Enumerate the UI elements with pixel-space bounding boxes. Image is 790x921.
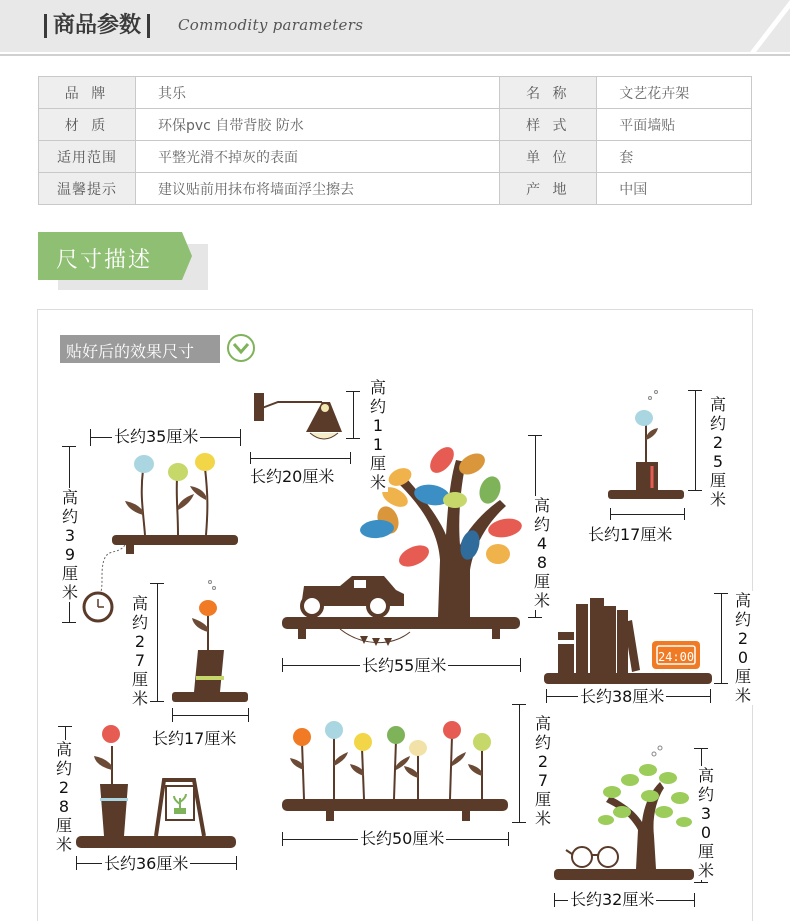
param-label: 单 位: [500, 141, 597, 173]
param-label: 产 地: [500, 173, 597, 205]
param-label: 材 质: [39, 109, 136, 141]
dim-line: [157, 583, 158, 701]
param-label: 适用范围: [39, 141, 136, 173]
section-subtitle-script: Commodity parameters: [178, 16, 364, 34]
dim-line: [695, 390, 696, 490]
dim-line: [721, 593, 722, 683]
dim-length-label: 长约35厘米: [114, 427, 199, 446]
param-value: 平面墙贴: [597, 109, 752, 141]
param-label: 品 牌: [39, 77, 136, 109]
dim-height-label: 高约30厘米: [697, 766, 714, 880]
dim-height-label: 高约48厘米: [533, 496, 550, 610]
dim-line: [684, 508, 685, 520]
dim-line: [240, 429, 241, 446]
dim-length-label: 长约36厘米: [104, 854, 189, 873]
dim-line: [250, 458, 350, 459]
dim-line: [688, 490, 702, 491]
param-value: 环保pvc 自带背胶 防水: [136, 109, 500, 141]
dim-line: [508, 832, 509, 846]
dim-line: [350, 452, 351, 464]
dim-height-label: 高约20厘米: [734, 591, 751, 705]
flower-shelf-illustration: [84, 453, 238, 621]
dim-line: [528, 617, 542, 618]
param-label: 名 称: [500, 77, 597, 109]
flower-row-shelf-illustration: [282, 721, 508, 821]
wall-lamp-illustration: [254, 393, 342, 439]
dim-line: [236, 856, 237, 870]
param-value: 文艺花卉架: [597, 77, 752, 109]
dim-line: [610, 514, 684, 515]
clock-display: 24:00: [657, 650, 695, 664]
dim-line: [714, 683, 728, 684]
vase-shelf-small-illustration: [608, 391, 684, 500]
dim-line: [694, 882, 708, 883]
dim-line: [172, 715, 248, 716]
dim-length-label: 长约32厘米: [570, 890, 655, 909]
dim-line: [710, 689, 711, 703]
section-title-params: 商品参数: [38, 12, 156, 40]
param-value: 中国: [597, 173, 752, 205]
effect-size-tag-label: 贴好后的效果尺寸: [66, 342, 195, 361]
books-clock-illustration: [544, 598, 712, 684]
dim-height-label: 高约27厘米: [131, 594, 148, 708]
param-value: 平整光滑不掉灰的表面: [136, 141, 500, 173]
dim-height-label: 高约25厘米: [709, 395, 726, 509]
dim-line: [250, 452, 251, 464]
dim-length-label: 长约20厘米: [250, 467, 335, 486]
param-label: 样 式: [500, 109, 597, 141]
dim-length-label: 长约50厘米: [360, 829, 445, 848]
dim-length-label: 长约17厘米: [588, 525, 673, 544]
vase-shelf-illustration: [172, 581, 248, 703]
dim-height-label: 高约28厘米: [55, 740, 72, 854]
dim-height-label: 高约11厘米: [369, 378, 386, 492]
dim-line: [520, 658, 521, 672]
dim-line: [248, 708, 249, 722]
dim-line: [519, 704, 520, 822]
dim-line: [346, 438, 360, 439]
dim-line: [512, 822, 526, 823]
small-tree-glasses-illustration: [554, 746, 694, 880]
dim-line: [694, 893, 695, 907]
section-title-size: 尺寸描述: [56, 248, 153, 273]
dim-line: [353, 391, 354, 438]
dim-height-label: 高约27厘米: [534, 714, 551, 828]
dim-line: [62, 622, 76, 623]
dim-line: [150, 701, 164, 702]
dim-height-label: 高约39厘米: [61, 488, 78, 602]
param-value: 建议贴前用抹布将墙面浮尘擦去: [136, 173, 500, 205]
param-value: 其乐: [136, 77, 500, 109]
dim-length-label: 长约55厘米: [362, 656, 447, 675]
param-value: 套: [597, 141, 752, 173]
dim-length-label: 长约38厘米: [580, 687, 665, 706]
dim-length-label: 长约17厘米: [152, 729, 237, 748]
param-label: 温馨提示: [39, 173, 136, 205]
